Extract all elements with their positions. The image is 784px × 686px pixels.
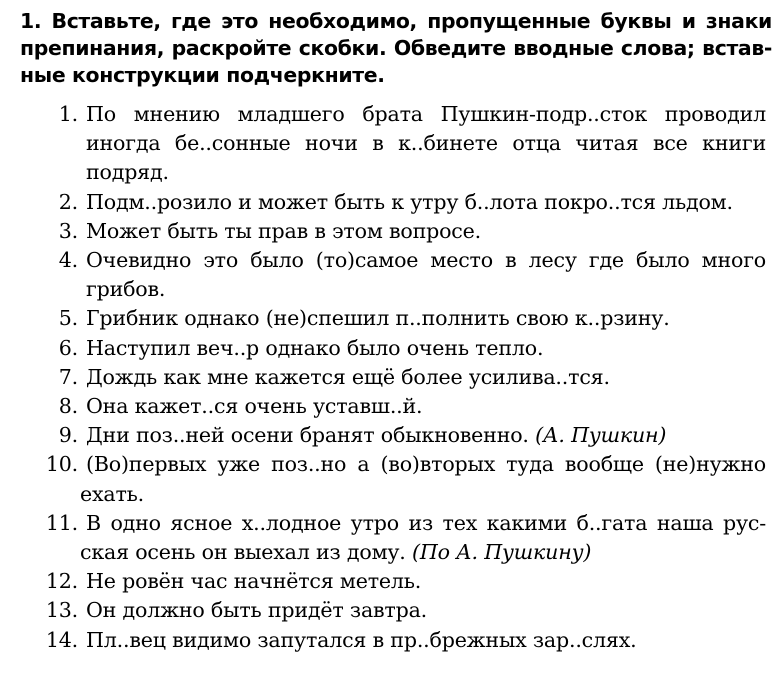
- sentence-number: 2.: [58, 189, 78, 214]
- sentence-number: 10.: [45, 452, 78, 477]
- sentence-item: 6. Наступил веч..р однако было очень тепло.: [0, 334, 766, 363]
- sentence-item: 11. В одно ясное х..лодное утро из тех какими б..гата наша рус- ская осень он выехал из дому. (По А. Пушкину): [0, 509, 766, 567]
- sentence-number: 3.: [58, 218, 78, 243]
- sentence-number: 14.: [45, 627, 78, 652]
- sentence-item: 14. Пл..вец видимо запутался в пр..брежных зар..слях.: [0, 626, 766, 655]
- sentence-item: 2. Подм..розило и может быть к утру б..лота покро..тся льдом.: [0, 188, 766, 217]
- sentence-item: 1. По мнению младшего брата Пушкин-подр..сток проводил иногда бе..сонные ночи в к..бинете отца читая все книги подряд.: [0, 100, 766, 188]
- sentence-item: 8. Она кажет..ся очень уставш..й.: [0, 392, 766, 421]
- sentence-number: 11.: [45, 510, 78, 535]
- sentence-number: 7.: [58, 364, 78, 389]
- sentence-item: 5. Грибник однако (не)спешил п..полнить свою к..рзину.: [0, 304, 766, 333]
- sentence-number: 5.: [58, 306, 78, 331]
- sentence-item: 9. Дни поз..ней осени бранят обыкновенно. (А. Пушкин): [0, 421, 766, 450]
- sentence-item: 7. Дождь как мне кажется ещё более усилива..тся.: [0, 363, 766, 392]
- sentence-number: 13.: [45, 598, 78, 623]
- sentence-number: 8.: [58, 394, 78, 419]
- task-instructions-line-1: 1. Вставьте, где это необходимо, пропущенные буквы и знаки: [20, 9, 772, 33]
- sentence-item: 10. (Во)первых уже поз..но а (во)вторых туда вообще (не)нужно ехать.: [0, 450, 766, 508]
- sentence-number: 9.: [58, 423, 78, 448]
- sentence-item: 3. Может быть ты прав в этом вопросе.: [0, 217, 766, 246]
- sentence-list: [0, 100, 784, 655]
- task-instructions-line-3: ные конструкции подчеркните.: [20, 63, 385, 87]
- sentence-item: 4. Очевидно это было (то)самое место в лесу где было много грибов.: [0, 246, 766, 304]
- source-citation: (А. Пушкин): [535, 423, 667, 448]
- sentence-item: 12. Не ровён час начнётся метель.: [0, 567, 766, 596]
- sentence-number: 1.: [58, 102, 78, 126]
- task-number: 1.: [20, 9, 42, 33]
- task-instructions-line-2: препинания, раскройте скобки. Обведите вводные слова; встав-: [20, 36, 772, 60]
- sentence-number: 12.: [45, 569, 78, 594]
- task-instructions: [20, 8, 772, 89]
- sentence-item: 13. Он должно быть придёт завтра.: [0, 596, 766, 625]
- source-citation: (По А. Пушкину): [412, 540, 592, 565]
- sentence-number: 6.: [58, 335, 78, 360]
- sentence-number: 4.: [58, 248, 78, 273]
